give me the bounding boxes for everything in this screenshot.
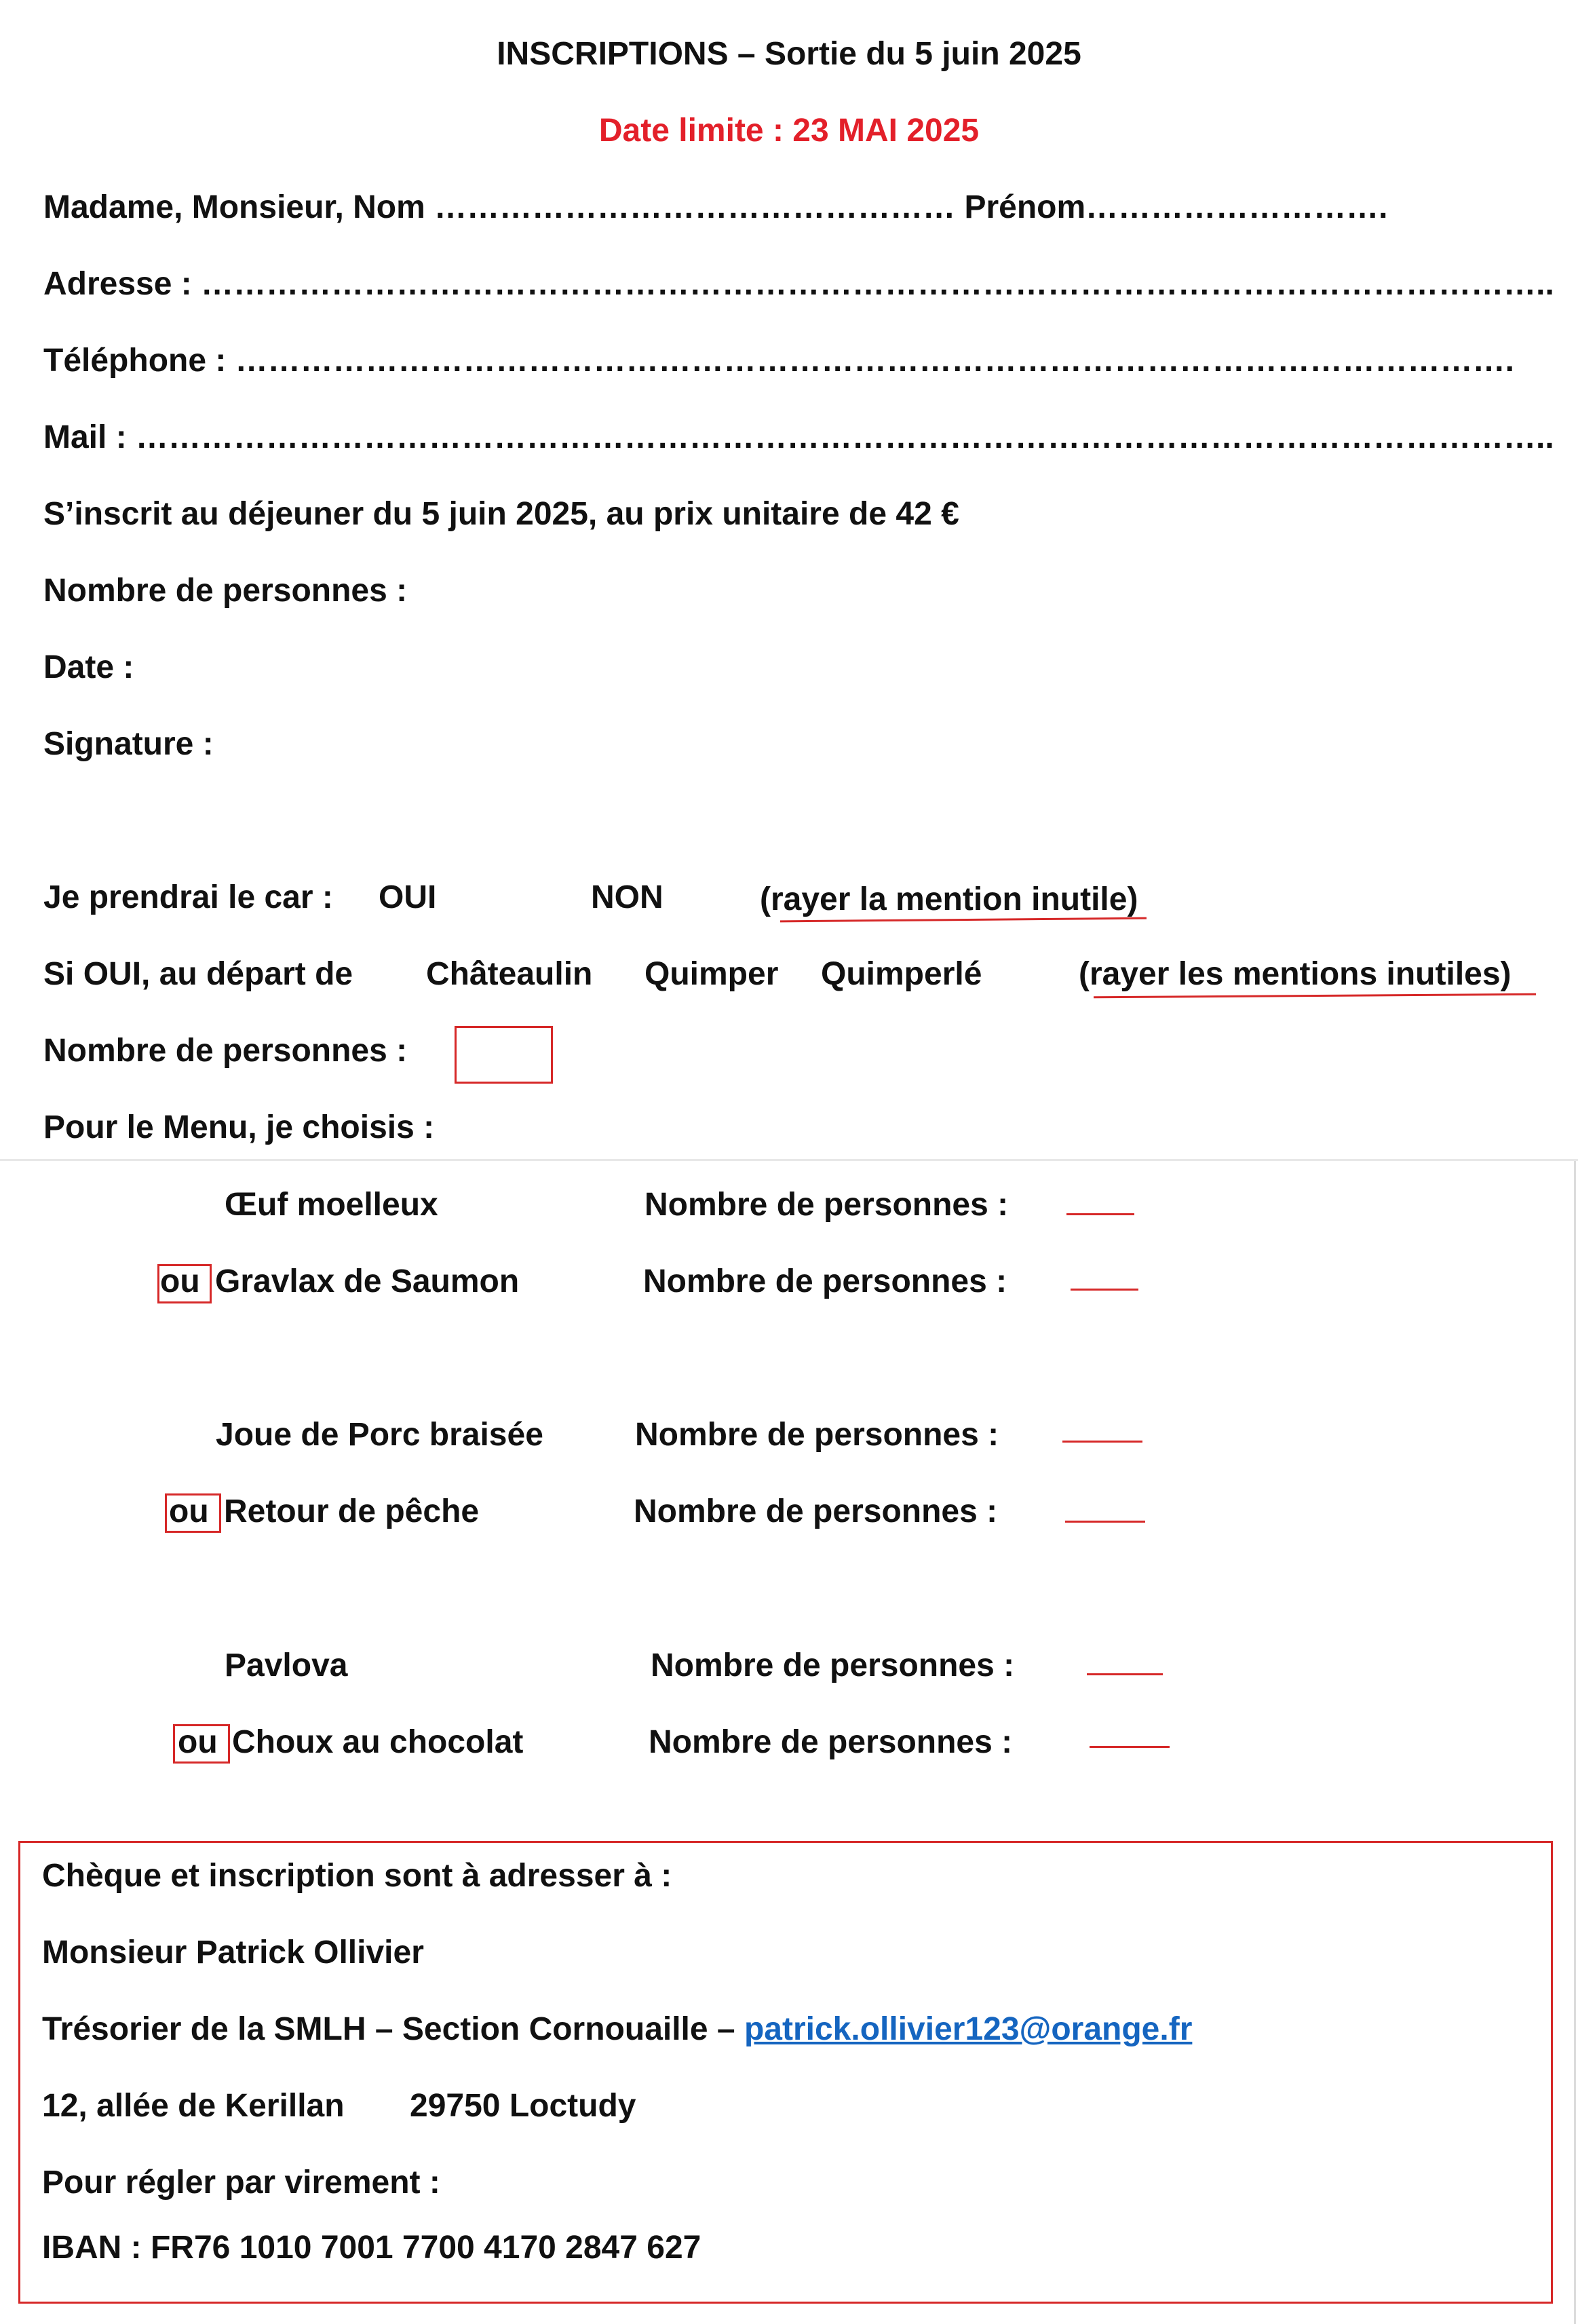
contact-intro: Chèque et inscription sont à adresser à : bbox=[42, 1858, 672, 1894]
phone-field[interactable]: Téléphone : ………………………………………………………………………………………………………. bbox=[43, 343, 1515, 379]
menu-intro: Pour le Menu, je choisis : bbox=[43, 1109, 435, 1145]
contact-role bbox=[42, 2009, 1192, 2050]
menu-starter-2: Gravlax de Saumon bbox=[215, 1263, 520, 1299]
menu-persons-label: Nombre de personnes : bbox=[649, 1724, 1013, 1760]
menu-main-2: Retour de pêche bbox=[224, 1493, 480, 1529]
page-edge bbox=[1574, 1161, 1576, 2324]
transfer-label: Pour régler par virement : bbox=[42, 2165, 440, 2201]
menu-or: ou bbox=[160, 1263, 200, 1299]
contact-address: 12, allée de Kerillan bbox=[42, 2088, 345, 2124]
page-title: INSCRIPTIONS – Sortie du 5 juin 2025 bbox=[497, 36, 1081, 72]
contact-city: 29750 Loctudy bbox=[410, 2088, 636, 2124]
bus-yes-option[interactable]: OUI bbox=[379, 879, 437, 915]
menu-count-blank[interactable] bbox=[1090, 1746, 1170, 1748]
menu-dessert-1: Pavlova bbox=[225, 1647, 348, 1683]
date-label: Date : bbox=[43, 649, 134, 685]
menu-main-1: Joue de Porc braisée bbox=[216, 1417, 543, 1453]
menu-dessert-2: Choux au chocolat bbox=[232, 1724, 524, 1760]
bus-no-option[interactable]: NON bbox=[591, 879, 663, 915]
lunch-persons-label: Nombre de personnes : bbox=[43, 573, 408, 609]
bus-persons-label: Nombre de personnes : bbox=[43, 1033, 408, 1069]
deadline: Date limite : 23 MAI 2025 bbox=[598, 113, 980, 149]
menu-count-blank[interactable] bbox=[1071, 1289, 1138, 1291]
departure-chateaulin[interactable]: Châteaulin bbox=[426, 956, 593, 992]
page-divider bbox=[0, 1159, 1578, 1161]
menu-count-blank[interactable] bbox=[1066, 1213, 1134, 1215]
name-field[interactable]: Madame, Monsieur, Nom ………………………………………… Prénom………………………. bbox=[43, 189, 1388, 225]
departure-quimper[interactable]: Quimper bbox=[644, 956, 779, 992]
menu-starter-1: Œuf moelleux bbox=[225, 1187, 438, 1223]
bus-persons-input[interactable] bbox=[455, 1026, 553, 1084]
menu-persons-label: Nombre de personnes : bbox=[644, 1187, 1009, 1223]
bus-note: (rayer la mention inutile) bbox=[760, 881, 1138, 917]
menu-persons-label: Nombre de personnes : bbox=[635, 1417, 999, 1453]
mail-field[interactable]: Mail : ………………………………………………………………………………………………………………….. bbox=[43, 419, 1554, 455]
contact-email-link[interactable]: patrick.ollivier123@orange.fr bbox=[744, 2011, 1193, 2047]
menu-persons-label: Nombre de personnes : bbox=[643, 1263, 1007, 1299]
contact-role-text: Trésorier de la SMLH – Section Cornouaille – bbox=[42, 2011, 735, 2047]
menu-persons-label: Nombre de personnes : bbox=[634, 1493, 998, 1529]
menu-or: ou bbox=[169, 1493, 209, 1529]
menu-count-blank[interactable] bbox=[1065, 1521, 1145, 1523]
departure-label: Si OUI, au départ de bbox=[43, 956, 353, 992]
contact-name: Monsieur Patrick Ollivier bbox=[42, 1935, 424, 1970]
menu-persons-label: Nombre de personnes : bbox=[651, 1647, 1015, 1683]
departure-quimperle[interactable]: Quimperlé bbox=[821, 956, 982, 992]
menu-count-blank[interactable] bbox=[1062, 1441, 1142, 1443]
iban: IBAN : FR76 1010 7001 7700 4170 2847 627 bbox=[42, 2230, 701, 2266]
address-field[interactable]: Adresse : …………………………………………………………………………………………………………….. bbox=[43, 266, 1554, 302]
bus-question: Je prendrai le car : bbox=[43, 879, 333, 915]
menu-or: ou bbox=[178, 1724, 218, 1760]
signature-label: Signature : bbox=[43, 726, 214, 762]
menu-count-blank[interactable] bbox=[1087, 1673, 1163, 1675]
departure-note: (rayer les mentions inutiles) bbox=[1079, 956, 1512, 992]
lunch-subscription: S’inscrit au déjeuner du 5 juin 2025, au prix unitaire de 42 € bbox=[43, 496, 959, 532]
